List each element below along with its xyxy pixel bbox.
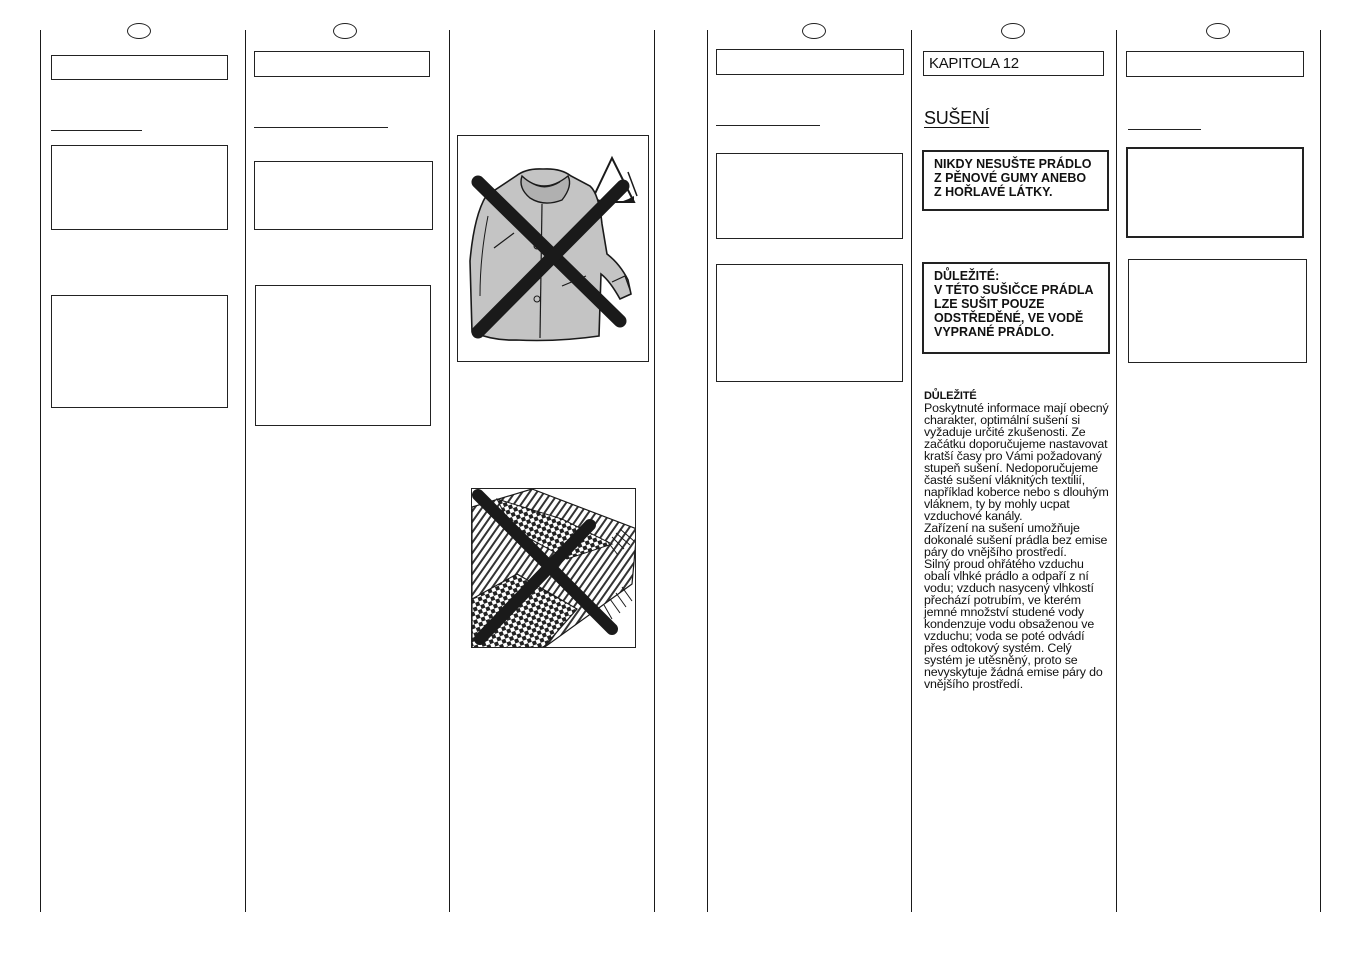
rug-icon xyxy=(472,489,636,648)
rug-figure xyxy=(471,488,636,648)
warning-box-empty xyxy=(716,264,903,382)
section-underline xyxy=(51,130,142,131)
warning-box-empty xyxy=(254,161,433,230)
column-rule xyxy=(707,30,708,912)
warning-box-empty xyxy=(255,285,431,426)
language-badge xyxy=(127,23,151,39)
jacket-figure xyxy=(457,135,649,362)
column-rule xyxy=(654,30,655,912)
chapter-box-empty xyxy=(51,55,228,80)
column-rule xyxy=(40,30,41,912)
column-rule xyxy=(911,30,912,912)
section-underline xyxy=(1128,129,1201,130)
language-badge xyxy=(1206,23,1230,39)
language-badge xyxy=(802,23,826,39)
body-heading: DŮLEŽITÉ xyxy=(924,390,977,402)
chapter-label: KAPITOLA 12 xyxy=(923,51,1104,76)
warning-box-empty xyxy=(1126,147,1304,238)
body-paragraph: Zařízení na sušení umožňuje dokonalé sušení prádla bez emise páry do vnějšího prostředí. xyxy=(924,521,1108,559)
column-rule xyxy=(449,30,450,912)
important-body xyxy=(924,390,1110,690)
chapter-box-empty xyxy=(716,49,904,75)
warning-important-text: V TÉTO SUŠIČCE PRÁDLA LZE SUŠIT POUZE ODSTŘEDĚNÉ, VE VODĚ VYPRANÉ PRÁDLO. xyxy=(934,283,1094,339)
column-rule xyxy=(1116,30,1117,912)
warning-box-empty xyxy=(51,145,228,230)
warning-never-dry-text: NIKDY NESUŠTE PRÁDLO Z PĚNOVÉ GUMY ANEBO Z HOŘLAVÉ LÁTKY. xyxy=(934,157,1092,199)
body-paragraph: Silný proud ohřátého vzduchu obalí vlhké prádlo a odpaří z ní vodu; vzduch nasycený vlhkostí přechází potrubím, ve kterém jemné množství studené vody kondenzuje vodu obsaženou ve vzduchu; voda se poté odvádí přes odtokový systém. Celý systém je utěsněný, proto se nevyskytuje žádná emise páry do vnějšího prostředí. xyxy=(924,557,1103,691)
warning-important-title: DŮLEŽITÉ: xyxy=(934,269,1000,283)
section-underline xyxy=(716,125,820,126)
body-paragraph: Poskytnuté informace mají obecný charakter, optimální sušení si vyžaduje určité zkušenosti. Ze začátku doporučujeme nastavovat kratší časy pro Vámi požadovaný stupeň sušení. Nedoporučujeme časté sušení vláknitých textilií, například koberce nebo s dlouhým vláknem, ty by mohly ucpat vzduchové kanály. xyxy=(924,401,1109,523)
warning-box-empty xyxy=(716,153,903,239)
chapter-box-empty xyxy=(1126,51,1304,77)
warning-important xyxy=(922,262,1110,354)
warning-never-dry xyxy=(922,150,1109,211)
column-rule xyxy=(245,30,246,912)
jacket-icon xyxy=(458,136,649,362)
chapter-box-empty xyxy=(254,51,430,77)
warning-box-empty xyxy=(51,295,228,408)
language-badge xyxy=(1001,23,1025,39)
column-rule xyxy=(1320,30,1321,912)
page-title: SUŠENÍ xyxy=(924,108,990,128)
section-underline xyxy=(254,127,388,128)
warning-box-empty xyxy=(1128,259,1307,363)
language-badge xyxy=(333,23,357,39)
